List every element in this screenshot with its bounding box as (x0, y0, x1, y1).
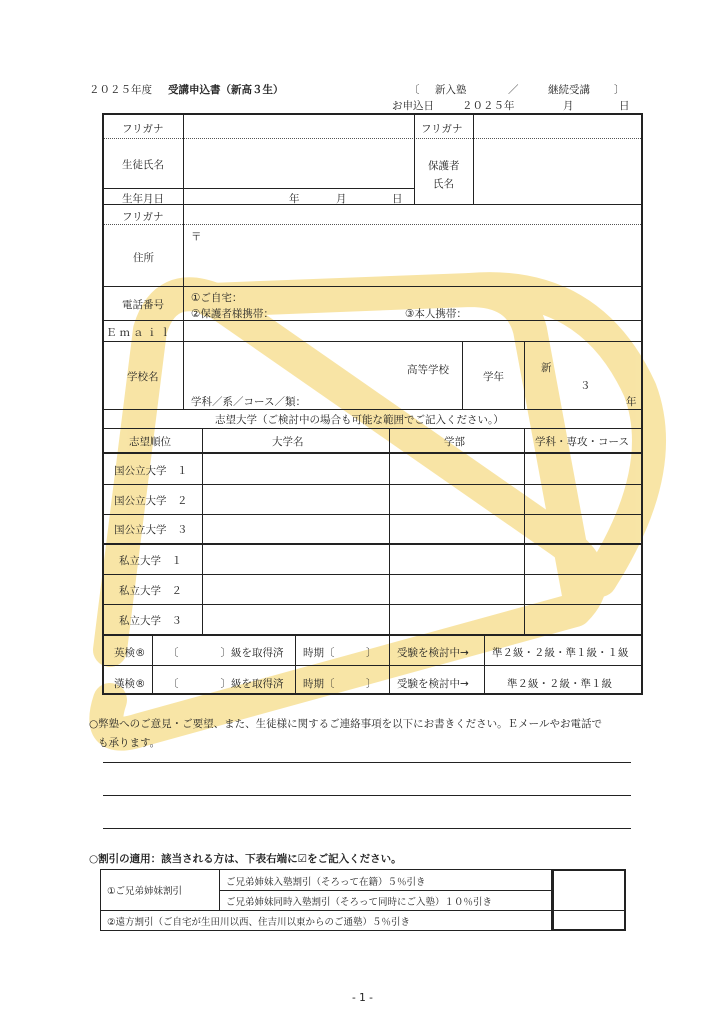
header-priority: 志望順位 (129, 436, 171, 448)
sibling-same-time-discount: ご兄弟姉妹同時入塾割引（そろって同時にご入塾）１０％引き (226, 897, 493, 908)
kanken-grade[interactable]: 〔 〕級を取得済 (168, 678, 284, 690)
grade-label: 学年 (483, 371, 504, 383)
comments-instruction: ○弊塾へのご意見・ご要望、また、生徒様に関するご連絡事項を以下にお書きください。Ｅメールやお電話で (89, 718, 602, 730)
grade-new: 新 (541, 362, 552, 374)
school-label: 学校名 (127, 371, 159, 383)
sibling-enrolled-discount: ご兄弟姉妹入塾割引（そろって在籍）５％引き (226, 877, 426, 888)
guardian-name-label-1: 保護者 (428, 160, 460, 172)
eiken-label: 英検® (114, 647, 146, 659)
eiken-levels[interactable]: 準２級・２級・準１級・１級 (492, 647, 629, 659)
new-enrollment-option[interactable]: 新入塾 (435, 84, 467, 96)
furigana-label: フリガナ (122, 123, 164, 135)
postal-mark: 〒 (191, 231, 202, 243)
guardian-name-label-2: 氏名 (433, 178, 454, 190)
student-name-label: 生徒氏名 (122, 159, 164, 171)
fiscal-year: ２０２５年度 (89, 84, 152, 96)
kanken-timing[interactable]: 時期〔 〕 (303, 678, 377, 690)
sibling-discount-label: ①ご兄弟姉妹割引 (107, 886, 183, 897)
email-label[interactable]: Ｅｍａｉｌ (106, 327, 174, 339)
university-row: 私立大学 ２ (119, 585, 182, 597)
department-label[interactable]: 学科／系／コース／類： (191, 396, 306, 408)
discount-checkbox-column[interactable] (552, 869, 626, 931)
header-university: 大学名 (272, 436, 304, 448)
eiken-consider[interactable]: 受験を検討中→ (397, 647, 469, 659)
comments-instruction-cont: も承ります。 (98, 737, 161, 749)
eiken-grade[interactable]: 〔 〕級を取得済 (168, 647, 284, 659)
university-row: 国公立大学 １ (114, 465, 188, 477)
type-bracket-close: 〕 (614, 84, 625, 96)
application-date-label: お申込日 (392, 100, 434, 112)
birth-month: 月 (336, 193, 347, 205)
application-date-day: 日 (619, 100, 630, 112)
type-separator: ／ (508, 84, 519, 96)
application-date-month: 月 (563, 100, 574, 112)
discount-title: ○割引の適用：該当される方は、下表右端に☑をご記入ください。 (89, 853, 402, 865)
kanken-levels[interactable]: 準２級・２級・準１級 (507, 678, 612, 690)
header-department: 学科・専攻・コース (535, 436, 629, 448)
phone-self[interactable]: ③本人携帯： (405, 308, 467, 320)
university-row: 私立大学 ３ (119, 615, 182, 627)
phone-guardian[interactable]: ②保護者様携帯： (191, 308, 274, 320)
university-row: 国公立大学 ３ (114, 524, 188, 536)
school-suffix: 高等学校 (407, 364, 449, 376)
comment-line[interactable] (103, 795, 631, 796)
phone-label: 電話番号 (122, 299, 164, 311)
birth-day: 日 (392, 193, 403, 205)
grade-number: ３ (580, 380, 591, 392)
eiken-timing[interactable]: 時期〔 〕 (303, 647, 377, 659)
university-row: 国公立大学 ２ (114, 495, 188, 507)
page-title: 受講申込書（新高３生） (168, 84, 284, 96)
continue-enrollment-option[interactable]: 継続受講 (548, 84, 590, 96)
header-faculty: 学部 (444, 436, 465, 448)
guardian-furigana-label: フリガナ (421, 123, 463, 135)
comment-line[interactable] (103, 762, 631, 763)
comment-line[interactable] (103, 828, 631, 829)
kanken-consider[interactable]: 受験を検討中→ (397, 678, 469, 690)
kanken-label: 漢検® (114, 678, 146, 690)
distance-discount: ②遠方割引（ご自宅が生田川以西、住吉川以東からのご通塾）５％引き (107, 917, 411, 928)
type-bracket-open: 〔 (409, 84, 420, 96)
phone-home[interactable]: ①ご自宅： (191, 292, 243, 304)
birth-date-label: 生年月日 (122, 193, 164, 205)
application-date-year: ２０２５年 (462, 100, 515, 112)
universities-caption: 志望大学（ご検討中の場合も可能な範囲でご記入ください。） (215, 414, 504, 426)
grade-year: 年 (626, 396, 637, 408)
birth-year: 年 (289, 193, 300, 205)
address-label: 住所 (133, 252, 154, 264)
page-number: - 1 - (352, 992, 373, 1004)
address-furigana-label: フリガナ (122, 211, 164, 223)
university-row: 私立大学 １ (119, 555, 182, 567)
